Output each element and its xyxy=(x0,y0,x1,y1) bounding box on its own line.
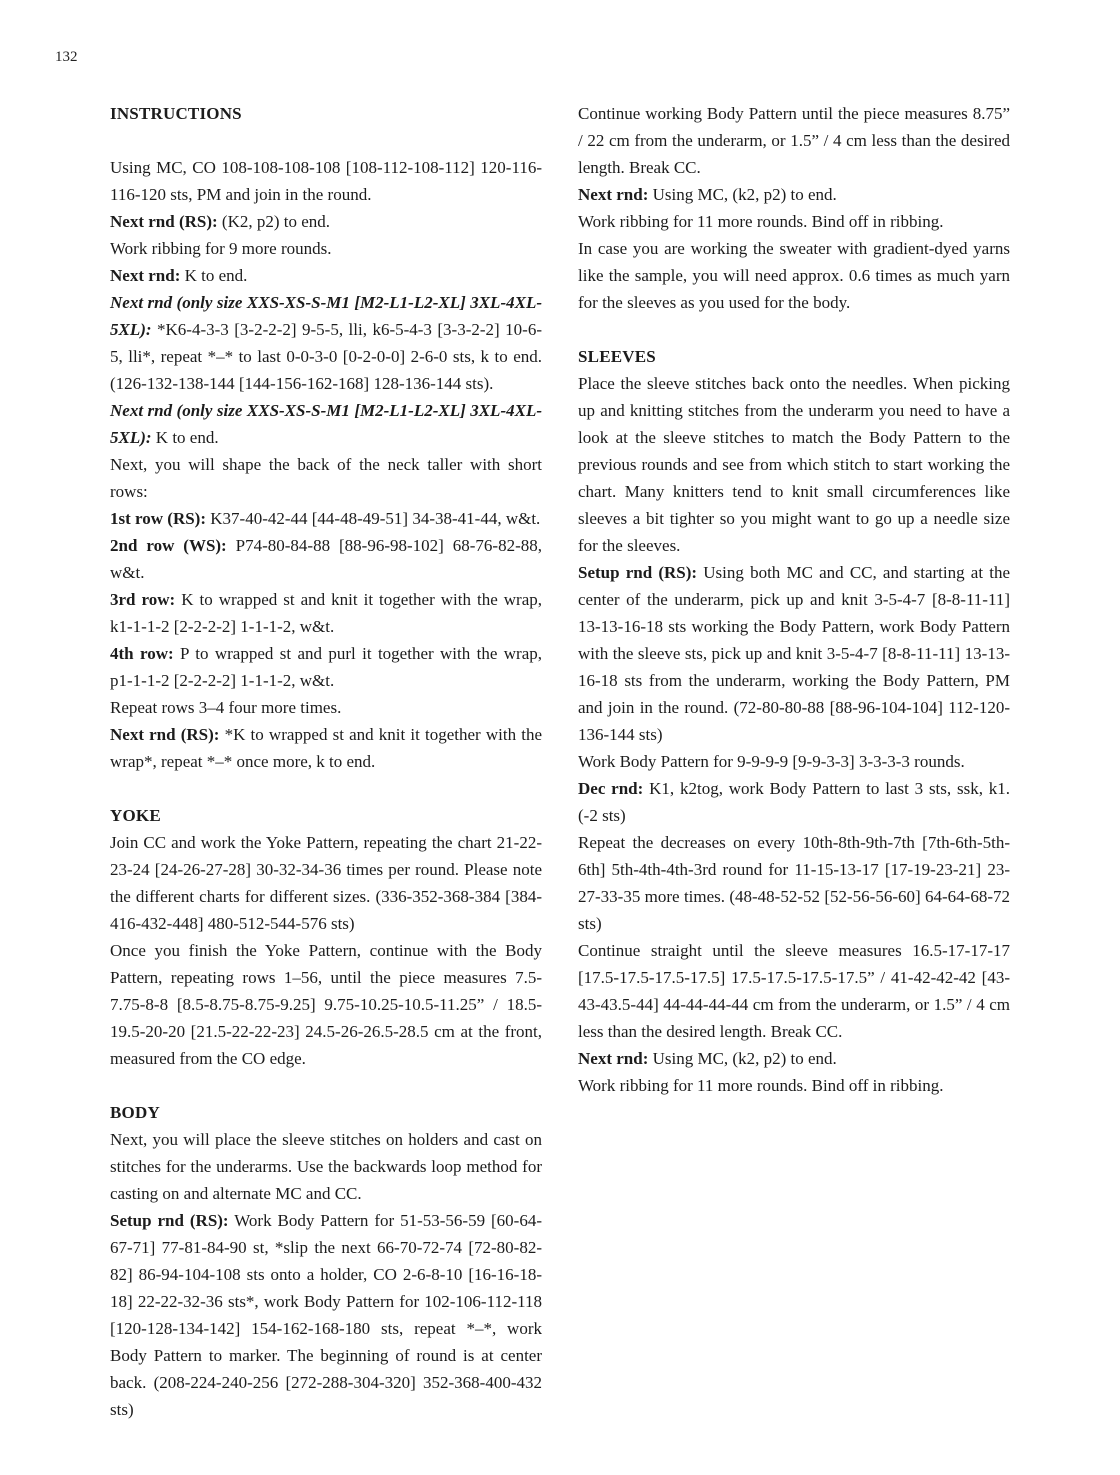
paragraph: Work Body Pattern for 9-9-9-9 [9-9-3-3] 3-3-3-3 rounds. xyxy=(578,752,965,771)
paragraph-label: 2nd row (WS): xyxy=(110,536,227,555)
paragraph: Repeat rows 3–4 four more times. xyxy=(110,698,342,717)
paragraph: 3rd row: K to wrapped st and knit it together with the wrap, k1-1-1-2 [2-2-2-2] 1-1-1-2, w&t. xyxy=(110,590,542,636)
section-heading: SLEEVES xyxy=(578,347,656,366)
right-column xyxy=(578,100,1010,1099)
paragraph: 1st row (RS): K37-40-42-44 [44-48-49-51] 34-38-41-44, w&t. xyxy=(110,509,541,528)
paragraph: Work ribbing for 11 more rounds. Bind off in ribbing. xyxy=(578,1076,944,1095)
paragraph: Next rnd (RS): *K to wrapped st and knit it together with the wrap*, repeat *–* once more, k to end. xyxy=(110,725,543,771)
paragraph: Continue working Body Pattern until the piece measures 8.75” / 22 cm from the underarm, or 1.5” / 4 cm less than the desired length. Break CC. xyxy=(578,104,1010,177)
paragraph: Using MC, CO 108-108-108-108 [108-112-108-112] 120-116-116-120 sts, PM and join in the round. xyxy=(110,158,542,204)
paragraph: 4th row: P to wrapped st and purl it together with the wrap, p1-1-1-2 [2-2-2-2] 1-1-1-2, w&t. xyxy=(110,644,542,690)
paragraph: Next rnd (only size XXS-XS-S-M1 [M2-L1-L2-XL] 3XL-4XL-5XL): K to end. xyxy=(110,401,542,447)
paragraph: Next rnd: Using MC, (k2, p2) to end. xyxy=(578,185,837,204)
paragraph: Once you finish the Yoke Pattern, continue with the Body Pattern, repeating rows 1–56, until the piece measures 7.5-7.75-8-8 [8.5-8.75-8.75-9.25] 9.75-10.25-10.5-11.25” / 18.5-19.5-20-20 [21.5-22-22-23] 24.5-26-26.5-28.5 cm at the front, measured from the CO edge. xyxy=(110,941,542,1068)
paragraph: Setup rnd (RS): Using both MC and CC, and starting at the center of the underarm, pick up and knit 3-5-4-7 [8-8-11-11] 13-13-16-18 sts working the Body Pattern, work Body Pattern with the sleeve sts, pick up and knit 3-5-4-7 [8-8-11-11] 13-13-16-18 sts from the underarm, working the Body Pattern, PM and join in the round. (72-80-80-88 [88-96-104-104] 112-120-136-144 sts) xyxy=(578,563,1011,744)
paragraph: Place the sleeve stitches back onto the needles. When picking up and knitting stitches from the underarm you need to have a look at the sleeve stitches to match the Body Pattern to the previous rounds and see from which stitch to start working the chart. Many knitters tend to knit small circumferences like sleeves a bit tighter so you might want to go up a needle size for the sleeves. xyxy=(578,374,1010,555)
paragraph-label: Next rnd: xyxy=(578,185,649,204)
paragraph: Setup rnd (RS): Work Body Pattern for 51-53-56-59 [60-64-67-71] 77-81-84-90 st, *slip the next 66-70-72-74 [72-80-82-82] 86-94-104-108 sts onto a holder, CO 2-6-8-10 [16-16-18-18] 22-22-32-36 sts*, work Body Pattern for 102-106-112-118 [120-128-134-142] 154-162-168-180 sts, repeat *–*, work Body Pattern to marker. The beginning of round is at center back. (208-224-240-256 [272-288-304-320] 352-368-400-432 sts) xyxy=(110,1211,542,1419)
paragraph-label: 1st row (RS): xyxy=(110,509,207,528)
paragraph: In case you are working the sweater with gradient-dyed yarns like the sample, you will need approx. 0.6 times as much yarn for the sleeves as you used for the body. xyxy=(578,239,1010,312)
paragraph-label: Next rnd (only size XXS-XS-S-M1 [M2-L1-L2-XL] 3XL-4XL-5XL): xyxy=(110,293,542,339)
paragraph: Join CC and work the Yoke Pattern, repeating the chart 21-22-23-24 [24-26-27-28] 30-32-34-36 times per round. Please note the different charts for different sizes. (336-352-368-384 [384-416-432-448] 480-512-544-576 sts) xyxy=(110,833,542,933)
paragraph: Next, you will shape the back of the neck taller with short rows: xyxy=(110,455,542,501)
paragraph-label: Next rnd (only size XXS-XS-S-M1 [M2-L1-L2-XL] 3XL-4XL-5XL): xyxy=(110,401,542,447)
paragraph: Next rnd: K to end. xyxy=(110,266,248,285)
paragraph-label: Next rnd (RS): xyxy=(110,725,220,744)
paragraph-label: Next rnd (RS): xyxy=(110,212,218,231)
paragraph-label: 4th row: xyxy=(110,644,174,663)
paragraph-label: Setup rnd (RS): xyxy=(110,1211,229,1230)
section-heading: INSTRUCTIONS xyxy=(110,104,242,123)
paragraph: Dec rnd: K1, k2tog, work Body Pattern to last 3 sts, ssk, k1. (-2 sts) xyxy=(578,779,1011,825)
section-heading: BODY xyxy=(110,1103,160,1122)
paragraph-label: Next rnd: xyxy=(110,266,181,285)
paragraph: Repeat the decreases on every 10th-8th-9th-7th [7th-6th-5th-6th] 5th-4th-4th-3rd round for 11-15-13-17 [17-19-23-21] 23-27-33-35 more times. (48-48-52-52 [52-56-56-60] 64-64-68-72 sts) xyxy=(578,833,1010,933)
paragraph: Next rnd: Using MC, (k2, p2) to end. xyxy=(578,1049,837,1068)
page-number: 132 xyxy=(55,49,78,65)
left-column xyxy=(110,100,542,1423)
paragraph: Next rnd (RS): (K2, p2) to end. xyxy=(110,212,331,231)
section-heading: YOKE xyxy=(110,806,161,825)
paragraph: Next, you will place the sleeve stitches on holders and cast on stitches for the underarms. Use the backwards loop method for casting on and alternate MC and CC. xyxy=(110,1130,542,1203)
paragraph-label: 3rd row: xyxy=(110,590,176,609)
paragraph-label: Setup rnd (RS): xyxy=(578,563,698,582)
paragraph-label: Next rnd: xyxy=(578,1049,649,1068)
paragraph: Continue straight until the sleeve measures 16.5-17-17-17 [17.5-17.5-17.5-17.5] 17.5-17.5-17.5-17.5” / 41-42-42-42 [43-43-43.5-44] 44-44-44-44 cm from the underarm, or 1.5” / 4 cm less than the desired length. Break CC. xyxy=(578,941,1010,1041)
paragraph: Work ribbing for 9 more rounds. xyxy=(110,239,332,258)
paragraph: Work ribbing for 11 more rounds. Bind off in ribbing. xyxy=(578,212,944,231)
paragraph-label: Dec rnd: xyxy=(578,779,644,798)
paragraph: Next rnd (only size XXS-XS-S-M1 [M2-L1-L2-XL] 3XL-4XL-5XL): *K6-4-3-3 [3-2-2-2] 9-5-5, lli, k6-5-4-3 [3-3-2-2] 10-6-5, lli*, repeat *–* to last 0-0-3-0 [0-2-0-0] 2-6-0 sts, k to end. (126-132-138-144 [144-156-162-168] 128-136-144 sts). xyxy=(110,293,542,393)
paragraph: 2nd row (WS): P74-80-84-88 [88-96-98-102] 68-76-82-88, w&t. xyxy=(110,536,542,582)
